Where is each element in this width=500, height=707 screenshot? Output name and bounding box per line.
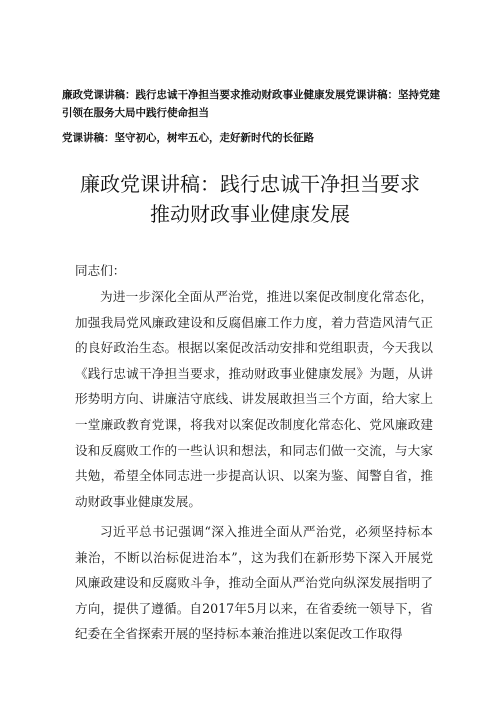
related-article-link-1[interactable]: 廉政党课讲稿：践行忠诚干净担当要求推动财政事业健康发展党课讲稿：坚持党建引领在服务大局中践行使命担当 <box>62 89 440 119</box>
body-paragraph-2: 习近平总书记强调“深入推进全面从严治党，必须坚持标本兼治，不断以治标促进治本”，这为我们在新形势下深入开展党风廉政建设和反腐败斗争，推动全面从严治党向纵深发展指明了方向，提供了遵循。自2017年5月以来，在省委统一领导下，省纪委在全省探索开展的坚持标本兼治推进以案促改工作取得 <box>75 524 433 642</box>
body-paragraph-1: 为进一步深化全面从严治党，推进以案促改制度化常态化，加强我局党风廉政建设和反腐倡廉工作力度，着力营造风清气正的良好政治生态。根据以案促改活动安排和党组职责，今天我以《践行忠诚干净担当要求，推动财政事业健康发展》为题，从讲形势明方向、讲廉洁守底线、讲发展敢担当三个方面，给大家上一堂廉政教育党课，将我对以案促改制度化常态化、党风廉政建设和反腐败工作的一些认识和想法，和同志们做一交流，与大家共勉，希望全体同志进一步提高认识、以案为鉴、闻警自省，推动财政事业健康发展。 <box>75 289 433 509</box>
document-title-line-2: 推动财政事业健康发展 <box>150 202 350 226</box>
salutation: 同志们： <box>75 263 126 278</box>
document-title <box>40 169 460 229</box>
document-title-line-1: 廉政党课讲稿：践行忠诚干净担当要求 <box>80 172 420 196</box>
related-article-link-2[interactable]: 党课讲稿：坚守初心，树牢五心，走好新时代的长征路 <box>62 132 314 144</box>
